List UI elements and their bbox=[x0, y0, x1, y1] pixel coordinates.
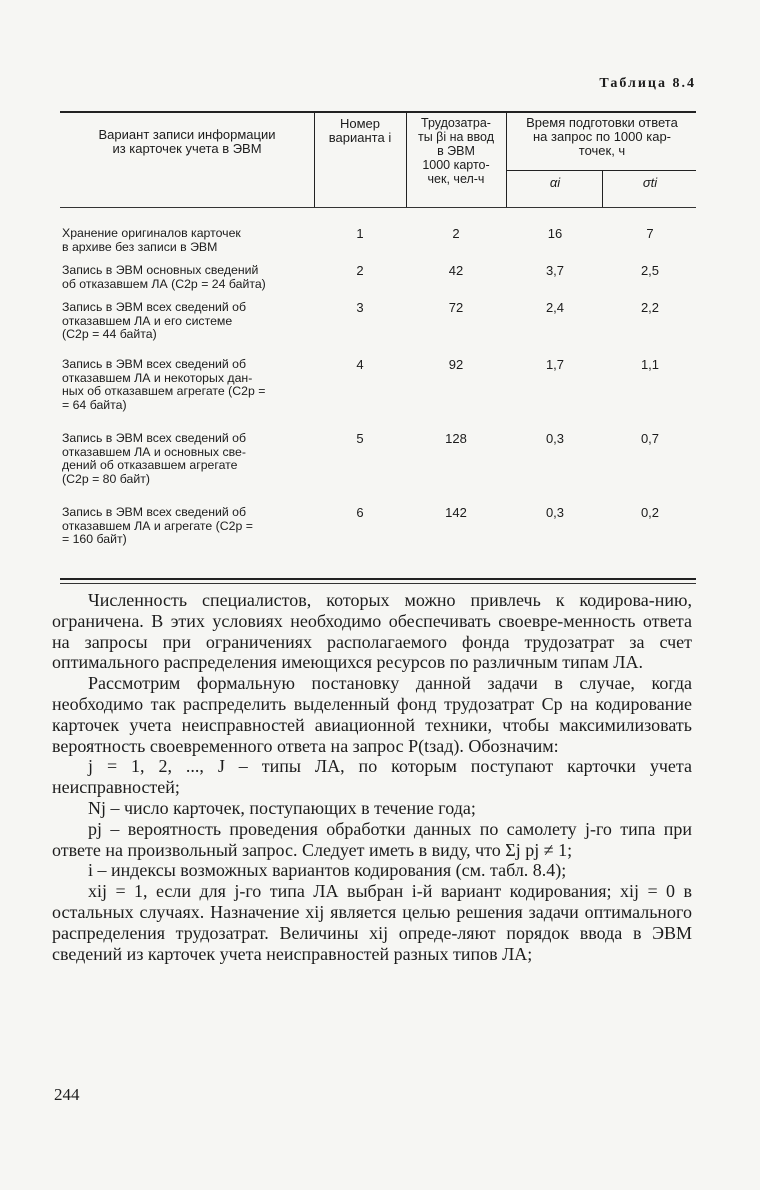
table-row-sigma: 2,5 bbox=[640, 263, 660, 278]
table-row-variant: Запись в ЭВМ всех сведений об отказавшем ЛА и некоторых дан- ных об отказавшем агрегате (C2p = = 64 байта) bbox=[62, 357, 266, 412]
table-header-rule bbox=[60, 207, 696, 208]
header-number: Номер варианта i bbox=[328, 116, 392, 145]
table-row-number: 4 bbox=[356, 357, 364, 372]
table-row-labor: 92 bbox=[448, 357, 464, 372]
header-alpha: αi bbox=[549, 175, 561, 190]
table-row-labor: 142 bbox=[445, 505, 467, 520]
paragraph: pj – вероятность проведения обработки данных по самолету j-го типа при ответе на произвольный запрос. Следует иметь в виду, что Σj pj ≠ 1; bbox=[52, 818, 692, 860]
table-row-variant: Запись в ЭВМ основных сведений об отказавшем ЛА (C2p = 24 байта) bbox=[62, 263, 266, 291]
paragraph: Численность специалистов, которых можно привлечь к кодирова-нию, ограничена. В этих условиях необходимо обеспечивать своевре-менность ответа на запросы при ограничениях располагаемого фонда трудозатрат за счет оптимального распределения имеющихся ресурсов по различным типам ЛА. bbox=[52, 590, 692, 673]
table-row-alpha: 0,3 bbox=[545, 431, 565, 446]
table-row-alpha: 16 bbox=[547, 226, 563, 241]
table-row-variant: Запись в ЭВМ всех сведений об отказавшем ЛА и его системе (C2p = 44 байта) bbox=[62, 300, 247, 342]
col-divider bbox=[602, 170, 603, 207]
table-row-labor: 72 bbox=[448, 300, 464, 315]
paragraph: xij = 1, если для j-го типа ЛА выбран i-й вариант кодирования; xij = 0 в остальных случаях. Назначение xij является целью решения задачи оптимального распределения трудозатрат. Величины xij опреде-ляют порядок ввода в ЭВМ сведений из карточек учета неисправностей разных типов ЛА; bbox=[52, 881, 692, 964]
table-row-sigma: 7 bbox=[646, 226, 654, 241]
table-row-variant: Запись в ЭВМ всех сведений об отказавшем ЛА и агрегате (C2p = = 160 байт) bbox=[62, 505, 253, 547]
table-row-alpha: 1,7 bbox=[545, 357, 565, 372]
table-row-sigma: 1,1 bbox=[640, 357, 660, 372]
paragraph: j = 1, 2, ..., J – типы ЛА, по которым поступают карточки учета неисправностей; bbox=[52, 756, 692, 798]
table-row-number: 6 bbox=[356, 505, 364, 520]
table-row-sigma: 0,2 bbox=[640, 505, 660, 520]
table-row-sigma: 0,7 bbox=[640, 431, 660, 446]
col-divider bbox=[406, 111, 407, 207]
col-divider bbox=[506, 111, 507, 207]
subheader-rule bbox=[506, 170, 696, 171]
table-top-rule bbox=[60, 111, 696, 113]
body-text bbox=[52, 590, 692, 964]
col-divider bbox=[314, 111, 315, 207]
table-row-variant: Запись в ЭВМ всех сведений об отказавшем ЛА и основных све- дений об отказавшем агрегате (C2p = 80 байт) bbox=[62, 431, 247, 486]
table-bottom-rule bbox=[60, 583, 696, 584]
table-row-variant: Хранение оригиналов карточек в архиве без записи в ЭВМ bbox=[62, 226, 241, 254]
header-time: Время подготовки ответа на запрос по 1000 кар- точек, ч bbox=[526, 115, 678, 158]
table-bottom-rule bbox=[60, 578, 696, 580]
paragraph: Nj – число карточек, поступающих в течение года; bbox=[88, 797, 476, 818]
table-row-labor: 2 bbox=[452, 226, 460, 241]
table-row-labor: 128 bbox=[445, 431, 467, 446]
table-row-alpha: 0,3 bbox=[545, 505, 565, 520]
table-row-alpha: 2,4 bbox=[545, 300, 565, 315]
header-sigma: σti bbox=[642, 175, 658, 190]
table-row-number: 3 bbox=[356, 300, 364, 315]
header-variant: Вариант записи информации из карточек учета в ЭВМ bbox=[98, 127, 276, 156]
table-caption: Таблица 8.4 bbox=[599, 76, 696, 91]
table-row-number: 1 bbox=[356, 226, 364, 241]
table-row-number: 2 bbox=[356, 263, 364, 278]
page-number: 244 bbox=[54, 1085, 80, 1104]
header-labor: Трудозатра- ты βi на ввод в ЭВМ 1000 карто- чек, чел-ч bbox=[417, 116, 495, 186]
table-row-sigma: 2,2 bbox=[640, 300, 660, 315]
table-row-alpha: 3,7 bbox=[545, 263, 565, 278]
table-row-number: 5 bbox=[356, 431, 364, 446]
paragraph: Рассмотрим формальную постановку данной задачи в случае, когда необходимо так распределить выделенный фонд трудозатрат Cp на кодирование карточек учета неисправностей авиационной техники, чтобы максимилизовать вероятность своевременного ответа на запрос P(tзад). Обозначим: bbox=[52, 673, 692, 756]
paragraph: i – индексы возможных вариантов кодирования (см. табл. 8.4); bbox=[88, 860, 567, 881]
table-row-labor: 42 bbox=[448, 263, 464, 278]
